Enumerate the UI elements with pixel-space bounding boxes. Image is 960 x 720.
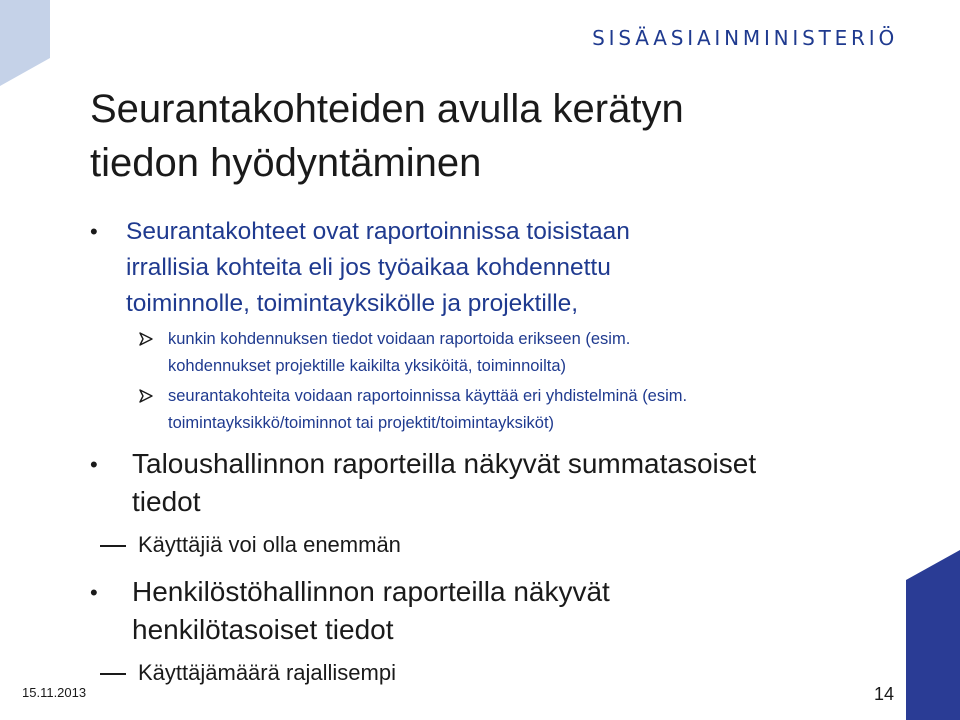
corner-decoration-top-left [0, 0, 52, 88]
subitem-list [90, 529, 880, 561]
subitem-text [168, 326, 880, 380]
bullet-line: irrallisia kohteita eli jos työaikaa kohdennettu [126, 254, 611, 281]
bullet-item [90, 573, 880, 649]
bullet-dot: • [90, 580, 98, 605]
subitem-list [90, 326, 880, 437]
bullet-line: toiminnolle, toimintayksikölle ja projektille, [126, 290, 579, 317]
arrow-bullet-icon [138, 331, 154, 347]
bullet-line: Taloushallinnon raporteilla näkyvät summatasoiset [132, 448, 757, 479]
bullet-item [90, 214, 880, 322]
bullet-text [132, 573, 880, 649]
bullet-text [126, 214, 880, 322]
subitem-group [90, 326, 880, 437]
subitem [90, 383, 880, 437]
bullet-line: Seurantakohteet ovat raportoinnissa toisistaan [126, 218, 630, 245]
subitem-line: kohdennukset projektille kaikilta yksiköitä, toiminnoilta) [168, 357, 567, 375]
arrow-bullet-icon [138, 388, 154, 404]
slide-content [90, 214, 880, 689]
footer-date: 15.11.2013 [22, 685, 87, 700]
subitem [90, 657, 880, 689]
subitem [90, 326, 880, 380]
ministry-logo-text: SISÄASIAINMINISTERIÖ [592, 26, 898, 50]
subitem-line: seurantakohteita voidaan raportoinnissa käyttää eri yhdistelminä (esim. [168, 387, 688, 405]
subitem-line: toimintayksikkö/toiminnot tai projektit/toimintayksiköt) [168, 414, 555, 432]
dash-bullet [100, 673, 126, 675]
bullet-line: tiedot [132, 486, 201, 517]
subitem-list [90, 657, 880, 689]
subitem-text: Käyttäjämäärä rajallisempi [138, 660, 396, 685]
title-line: Seurantakohteiden avulla kerätyn [90, 87, 684, 131]
bullet-line: henkilötasoiset tiedot [132, 614, 394, 645]
subitem-group [90, 529, 880, 561]
bullet-item [90, 445, 880, 521]
slide-title [90, 82, 890, 190]
page-number: 14 [874, 684, 895, 704]
bullet-dot: • [90, 219, 98, 244]
bullet-line: Henkilöstöhallinnon raporteilla näkyvät [132, 576, 610, 607]
title-line: tiedon hyödyntäminen [90, 141, 482, 185]
dash-bullet [100, 545, 126, 547]
subitem-group [90, 657, 880, 689]
corner-decoration-bottom-right [900, 550, 960, 720]
bullet-text [132, 445, 880, 521]
subitem-text [168, 383, 880, 437]
bullet-dot: • [90, 452, 98, 477]
subitem [90, 529, 880, 561]
subitem-line: kunkin kohdennuksen tiedot voidaan raportoida erikseen (esim. [168, 330, 631, 348]
subitem-text: Käyttäjiä voi olla enemmän [138, 532, 401, 557]
